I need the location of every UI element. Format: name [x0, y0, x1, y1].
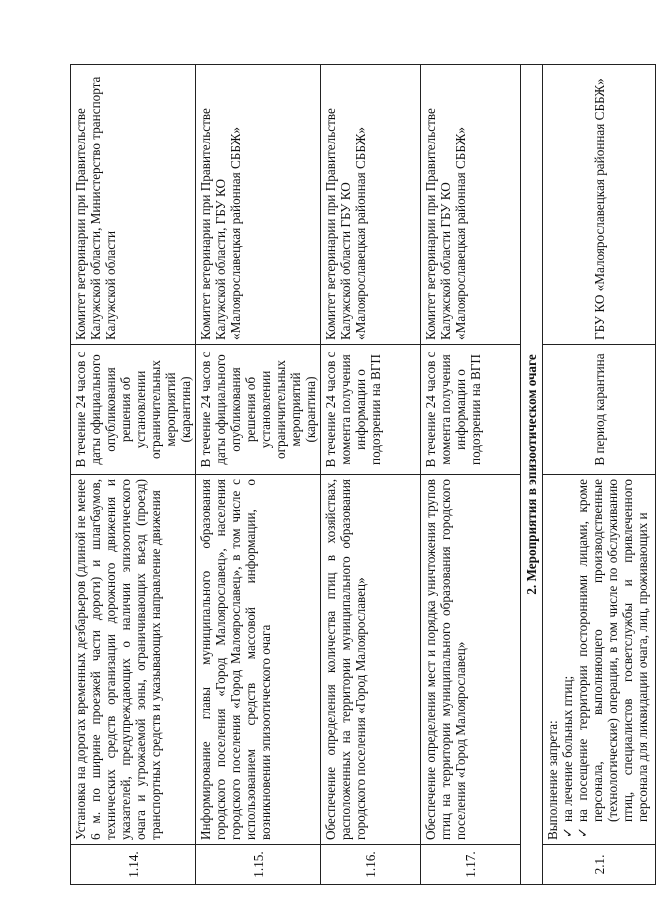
table-row — [71, 65, 196, 885]
measures-table — [70, 64, 656, 885]
action-cell — [543, 475, 656, 845]
row-number: 1.17. — [421, 845, 521, 885]
executor-cell: Комитет ветеринарии при Правительстве Калужской области, ГБУ КО «Малоярославецкая районная СББЖ» — [196, 65, 321, 345]
list-item — [575, 479, 650, 840]
deadline-cell: В течение 24 часов с даты официального опубликования решения об установлении ограничительных мероприятий (карантина) — [71, 345, 196, 475]
executor-cell: Комитет ветеринарии при Правительстве Калужской области ГБУ КО «Малоярославецкая районная СББЖ» — [321, 65, 421, 345]
section-title: 2. Мероприятия в эпизоотическом очаге — [521, 65, 543, 885]
deadline-cell: В период карантина — [543, 345, 656, 475]
list-item-text: на лечение больных птиц; — [560, 675, 575, 822]
row-number: 1.15. — [196, 845, 321, 885]
action-cell: Обеспечение определения мест и порядка уничтожения трупов птиц на территории муниципального образования городского поселения «Город Малоярославец» — [421, 475, 521, 845]
executor-cell: Комитет ветеринарии при Правительстве Калужской области ГБУ КО «Малоярославецкая районная СББЖ» — [421, 65, 521, 345]
row-number: 2.1. — [543, 845, 656, 885]
deadline-cell: В течение 24 часов с момента получения информации о подозрении на ВГП — [321, 345, 421, 475]
action-cell: Обеспечение определения количества птиц в хозяйствах, расположенных на территории муниципального образования городского поселения «Город Малоярославец» — [321, 475, 421, 845]
ban-intro: Выполнение запрета: — [545, 720, 560, 840]
table-row — [543, 65, 656, 885]
action-cell: Информирование главы муниципального образования городского поселения «Город Малоярославец», населения городского поселения «Город Малоярославец», в том числе с использованием средств массовой информации, о возникновении эпизоотического очага — [196, 475, 321, 845]
rotated-table-wrapper — [70, 65, 650, 885]
ban-list — [560, 479, 650, 840]
action-cell: Установка на дорогах временных дезбарьеров (длиной не менее 6 м. по ширине проезжей части дороги) и шлагбаумов, технических средств организации дорожного движения и указателей, предупреждающих о наличии эпизоотического очага и угрожаемой зоны, ограничивающих въезд (проезд) транспортных средств и указывающих направление движения — [71, 475, 196, 845]
executor-cell: ГБУ КО «Малоярославецкая районная СББЖ» — [543, 65, 656, 345]
checkmark-icon: ✓ — [560, 826, 575, 838]
deadline-cell: В течение 24 часов с момента получения информации о подозрении на ВГП — [421, 345, 521, 475]
list-item — [560, 479, 575, 840]
row-number: 1.16. — [321, 845, 421, 885]
table-row — [321, 65, 421, 885]
deadline-cell: В течение 24 часов с даты официального опубликования решения об установлении ограничительных мероприятий (карантина) — [196, 345, 321, 475]
executor-cell: Комитет ветеринарии при Правительстве Калужской области, Министерство транспорта Калужской области — [71, 65, 196, 345]
list-item-text: на посещение территории посторонними лицами, кроме персонала, выполняющего производственные (технологические) операции, в том числе по обслуживанию птиц, специалистов госветслужбы и привлеченного персонала для ликвидации очага, лиц, проживающих и — [575, 479, 650, 822]
table-row — [196, 65, 321, 885]
section-row — [521, 65, 543, 885]
checkmark-icon: ✓ — [575, 826, 590, 838]
table-row — [421, 65, 521, 885]
row-number: 1.14. — [71, 845, 196, 885]
